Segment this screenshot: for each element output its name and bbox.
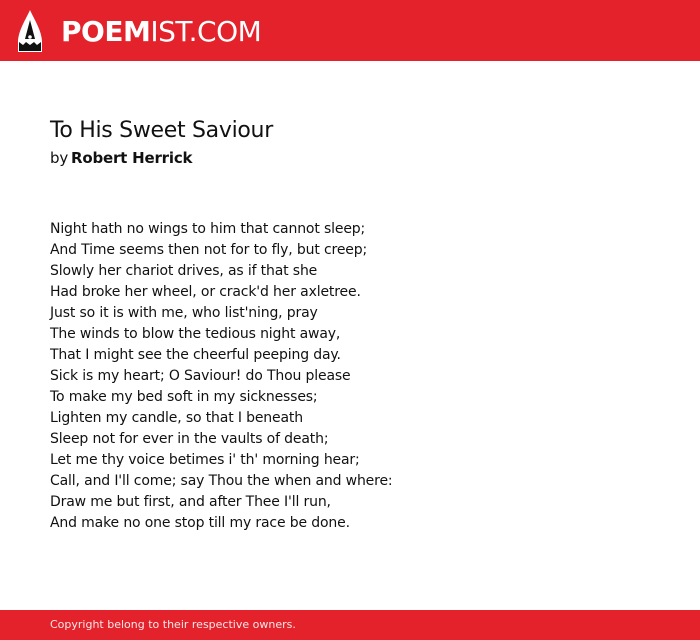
poem-body: [50, 219, 392, 534]
logo-text-light: IST.COM: [150, 15, 262, 48]
poem-line: The winds to blow the tedious night away,: [50, 326, 341, 342]
poem-line: And Time seems then not for to fly, but creep;: [50, 242, 368, 258]
poem-title: To His Sweet Saviour: [50, 118, 273, 143]
byline-prefix: by: [50, 149, 68, 167]
poem-line: And make no one stop till my race be done.: [50, 515, 350, 531]
pen-nib-icon: [16, 9, 44, 53]
poem-line: Sleep not for ever in the vaults of death;: [50, 431, 329, 447]
poem-line: Had broke her wheel, or crack'd her axletree.: [50, 284, 361, 300]
poem-line: Lighten my candle, so that I beneath: [50, 410, 303, 426]
poem-content: [50, 116, 660, 531]
poem-line: Just so it is with me, who list'ning, pray: [50, 305, 318, 321]
copyright-text: Copyright belong to their respective owners.: [50, 618, 296, 631]
poem-line: To make my bed soft in my sicknesses;: [50, 389, 318, 405]
site-logo-link[interactable]: [16, 8, 261, 54]
poem-line: Let me thy voice betimes i' th' morning hear;: [50, 452, 360, 468]
logo-text-bold: POEM: [61, 15, 151, 48]
poem-line: Call, and I'll come; say Thou the when and where:: [50, 473, 393, 489]
site-footer: [0, 610, 700, 640]
poem-byline: [50, 147, 660, 169]
site-logo-text: [61, 15, 262, 48]
author-name: Robert Herrick: [71, 149, 193, 167]
poem-line: Sick is my heart; O Saviour! do Thou please: [50, 368, 351, 384]
poem-line: That I might see the cheerful peeping day.: [50, 347, 341, 363]
poem-line: Draw me but first, and after Thee I'll run,: [50, 494, 331, 510]
site-header: [0, 0, 700, 61]
poem-line: Night hath no wings to him that cannot sleep;: [50, 221, 366, 237]
poem-line: Slowly her chariot drives, as if that she: [50, 263, 318, 279]
